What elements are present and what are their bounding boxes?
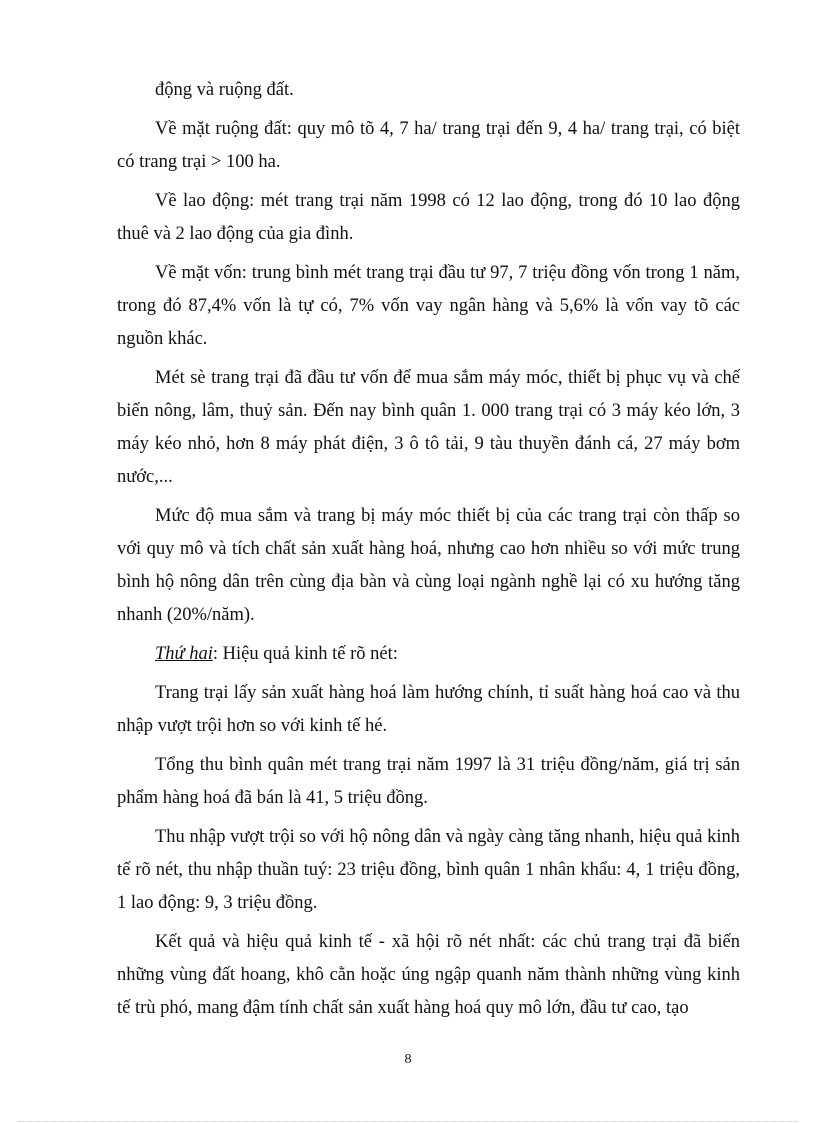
section-heading-text: : Hiệu quả kinh tế rõ nét: [212, 644, 398, 664]
paragraph: Mức độ mua sắm và trang bị máy móc thiết bị của các trang trại còn thấp so với quy mô và tích chất sản xuất hàng hoá, nhưng cao hơn nhiều so với mức trung bình hộ nông dân trên cùng địa bàn và cùng loại ngành nghề lại có xu hướng tăng nhanh (20%/năm). [117, 506, 740, 625]
paragraph: Trang trại lấy sản xuất hàng hoá làm hướng chính, tỉ suất hàng hoá cao và thu nhập vượt trội hơn so với kinh tế hé. [117, 683, 740, 736]
paragraph: Về lao động: mét trang trại năm 1998 có 12 lao động, trong đó 10 lao động thuê và 2 lao động của gia đình. [117, 191, 740, 244]
paragraph: động và ruộng đất. [155, 80, 294, 100]
page-bottom-divider [18, 1121, 798, 1122]
paragraph: Kết quả và hiệu quả kinh tế - xã hội rõ nét nhất: các chủ trang trại đã biến những vùng đất hoang, khô cằn hoặc úng ngập quanh năm thành những vùng kinh tế trù phó, mang đậm tính chất sản xuất hàng hoá quy mô lớn, đầu tư cao, tạo [117, 932, 740, 1018]
paragraph: Về mặt vốn: trung bình mét trang trại đầu tư 97, 7 triệu đồng vốn trong 1 năm, trong đó 87,4% vốn là tự có, 7% vốn vay ngân hàng và 5,6% là vốn vay tõ các nguồn khác. [117, 263, 740, 349]
section-heading [117, 638, 740, 671]
body-text [117, 74, 740, 1031]
paragraph: Thu nhập vượt trội so với hộ nông dân và ngày càng tăng nhanh, hiệu quả kinh tế rõ nét, thu nhập thuần tuý: 23 triệu đồng, bình quân 1 nhân khẩu: 4, 1 triệu đồng, 1 lao động: 9, 3 triệu đồng. [117, 827, 740, 913]
paragraph: Tổng thu bình quân mét trang trại năm 1997 là 31 triệu đồng/năm, giá trị sản phẩm hàng hoá đã bán là 41, 5 triệu đồng. [117, 755, 740, 808]
paragraph: Mét sè trang trại đã đầu tư vốn để mua sắm máy móc, thiết bị phục vụ và chế biến nông, lâm, thuỷ sản. Đến nay bình quân 1. 000 trang trại có 3 máy kéo lớn, 3 máy kéo nhỏ, hơn 8 máy phát điện, 3 ô tô tải, 9 tàu thuyền đánh cá, 27 máy bơm nước,... [117, 368, 740, 487]
section-heading-label: Thứ hai [155, 644, 213, 664]
paragraph: Về mặt ruộng đất: quy mô tõ 4, 7 ha/ trang trại đến 9, 4 ha/ trang trại, có biệt có trang trại > 100 ha. [117, 119, 740, 172]
page-number: 8 [404, 1052, 412, 1067]
